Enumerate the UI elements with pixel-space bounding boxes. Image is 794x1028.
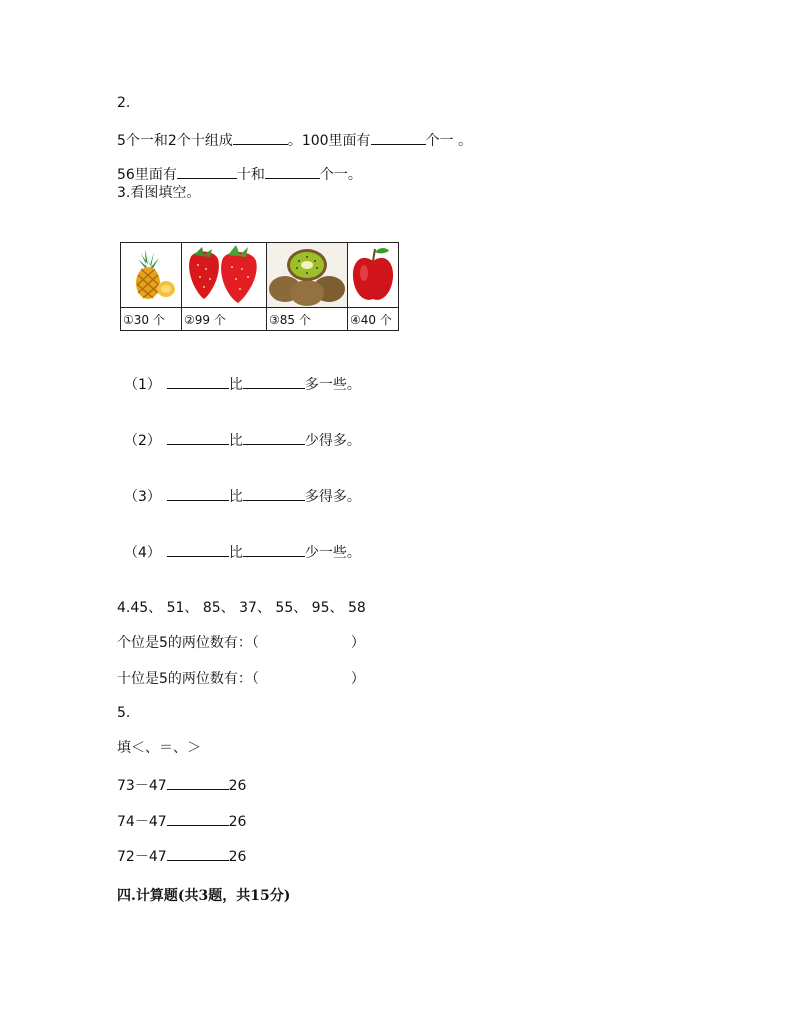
q3-item-mid: 比: [228, 489, 243, 505]
q5-instruction: 填＜、＝、＞: [117, 740, 201, 756]
q4-tens-line: [117, 670, 365, 688]
q2-line2-text-a: 56里面有: [117, 167, 177, 183]
q3-item-mid: 比: [228, 377, 243, 393]
q5-right: 26: [228, 814, 247, 830]
q3-blank-a[interactable]: [167, 486, 229, 501]
q5-left: 72－47: [117, 849, 167, 865]
fruit-caption: ①30 个: [121, 308, 182, 331]
q2-line-1: [117, 130, 472, 150]
section-heading: 四.计算题(共3题，共15分): [117, 888, 291, 904]
q3-blank-b[interactable]: [243, 430, 305, 445]
q2-line1-text-a: 5个一和2个十组成: [117, 133, 233, 149]
q3-blank-b[interactable]: [243, 374, 305, 389]
strawberry-cell: [182, 243, 267, 308]
q3-item-label: （2）: [124, 433, 161, 449]
q4-close-paren: ）: [350, 635, 365, 651]
strawberry-icon: [182, 243, 266, 307]
q2-blank-1[interactable]: [233, 130, 288, 145]
fruit-caption: ③85 个: [267, 308, 348, 331]
q3-item-label: （4）: [124, 545, 161, 561]
q2-line2-text-b: 十和: [236, 167, 265, 183]
q3-item-mid: 比: [228, 545, 243, 561]
q3-item-mid: 比: [228, 433, 243, 449]
q3-item-3: [124, 486, 361, 506]
q2-blank-3[interactable]: [177, 164, 237, 179]
q4-ones-prompt: 个位是5的两位数有：（: [117, 635, 259, 651]
q3-title: 3.看图填空。: [117, 185, 201, 201]
q3-item-end: 多得多。: [304, 489, 361, 505]
q2-blank-4[interactable]: [265, 164, 320, 179]
q5-item-2: [117, 811, 246, 831]
q3-item-1: [124, 374, 361, 394]
apple-cell: [348, 243, 399, 308]
q2-blank-2[interactable]: [371, 130, 426, 145]
kiwi-cell: [267, 243, 348, 308]
fruit-caption: ④40 个: [348, 308, 399, 331]
fruit-table: [120, 242, 399, 331]
q2-number: 2.: [117, 95, 131, 111]
pineapple-cell: [121, 243, 182, 308]
q5-item-1: [117, 775, 246, 795]
kiwi-icon: [267, 243, 347, 307]
q5-right: 26: [228, 778, 247, 794]
q5-left: 73－47: [117, 778, 167, 794]
q4-ones-line: [117, 634, 365, 652]
q5-number: 5.: [117, 705, 131, 721]
apple-icon: [348, 243, 398, 307]
q3-item-2: [124, 430, 361, 450]
q3-blank-b[interactable]: [243, 542, 305, 557]
q3-item-label: （1）: [124, 377, 161, 393]
q2-line1-text-c: 个一 。: [425, 133, 473, 149]
fruit-caption: ②99 个: [182, 308, 267, 331]
q2-line2-text-c: 个一。: [319, 167, 362, 183]
q4-tens-prompt: 十位是5的两位数有：（: [117, 671, 259, 687]
q3-item-end: 多一些。: [304, 377, 361, 393]
q3-blank-a[interactable]: [167, 430, 229, 445]
q5-item-3: [117, 846, 246, 866]
q5-blank[interactable]: [167, 811, 229, 826]
q3-item-end: 少得多。: [304, 433, 361, 449]
fruit-image-row: [121, 243, 399, 308]
q2-line1-text-b: 。100里面有: [287, 133, 371, 149]
q2-line-2: [117, 164, 362, 184]
q3-item-end: 少一些。: [304, 545, 361, 561]
q5-blank[interactable]: [167, 775, 229, 790]
pineapple-icon: [121, 243, 181, 307]
q5-blank[interactable]: [167, 846, 229, 861]
q3-blank-a[interactable]: [167, 374, 229, 389]
fruit-caption-row: [121, 308, 399, 331]
q4-close-paren: ）: [350, 671, 365, 687]
q4-title: 4.45、 51、 85、 37、 55、 95、 58: [117, 600, 366, 616]
q3-item-label: （3）: [124, 489, 161, 505]
q5-right: 26: [228, 849, 247, 865]
q3-blank-b[interactable]: [243, 486, 305, 501]
q5-left: 74－47: [117, 814, 167, 830]
q3-item-4: [124, 542, 361, 562]
q3-blank-a[interactable]: [167, 542, 229, 557]
